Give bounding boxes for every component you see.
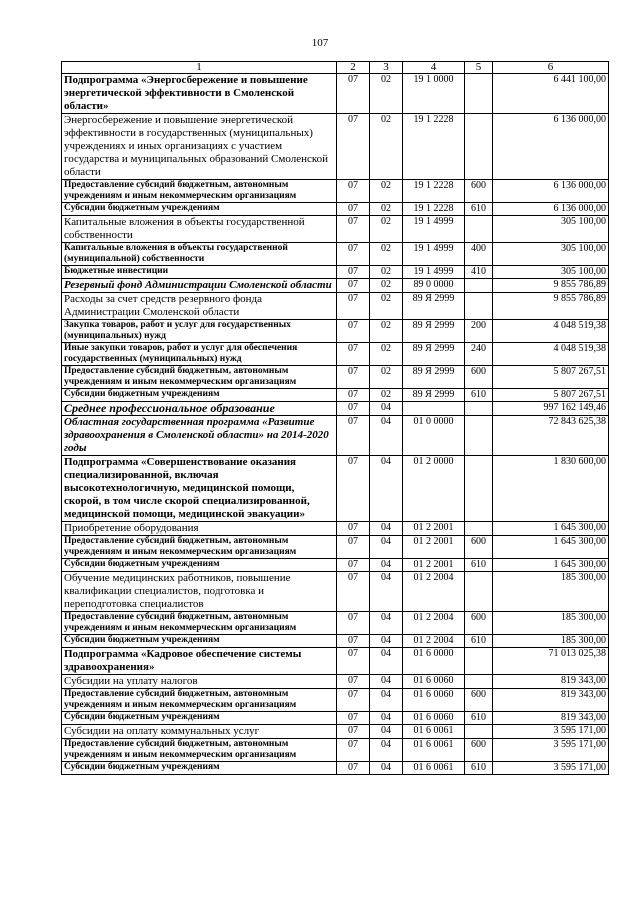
section-code-cell: 07	[337, 366, 370, 389]
table-row	[62, 536, 609, 559]
target-article-cell: 01 0 0000	[403, 416, 465, 456]
column-header: 2	[337, 62, 370, 74]
row-name-cell: Субсидии бюджетным учреждениям	[62, 712, 337, 725]
row-name-cell: Подпрограмма «Кадровое обеспечение системы здравоохранения»	[62, 648, 337, 675]
subsection-code-cell: 02	[370, 366, 403, 389]
subsection-code-cell: 02	[370, 343, 403, 366]
amount-cell: 185 300,00	[493, 572, 609, 612]
amount-cell: 4 048 519,38	[493, 343, 609, 366]
expense-type-cell	[465, 416, 493, 456]
row-name-cell: Предоставление субсидий бюджетным, автономным учреждениям и иным некоммерческим организациям	[62, 180, 337, 203]
subsection-code-cell: 04	[370, 572, 403, 612]
row-name-cell: Бюджетные инвестиции	[62, 266, 337, 279]
table-row	[62, 216, 609, 243]
subsection-code-cell: 04	[370, 648, 403, 675]
target-article-cell: 01 6 0061	[403, 725, 465, 739]
section-code-cell: 07	[337, 635, 370, 648]
amount-cell: 819 343,00	[493, 689, 609, 712]
section-code-cell: 07	[337, 456, 370, 522]
amount-cell: 71 013 025,38	[493, 648, 609, 675]
subsection-code-cell: 02	[370, 203, 403, 216]
target-article-cell: 01 2 2001	[403, 536, 465, 559]
row-name-cell: Энергосбережение и повышение энергетической эффективности в государственных (муниципальных) учреждениях и иных организациях с участием государства и муниципальных образований Смоленской области	[62, 114, 337, 180]
amount-cell: 72 843 625,38	[493, 416, 609, 456]
amount-cell: 3 595 171,00	[493, 725, 609, 739]
target-article-cell: 01 6 0060	[403, 689, 465, 712]
table-row	[62, 522, 609, 536]
expense-type-cell: 240	[465, 343, 493, 366]
amount-cell: 6 136 000,00	[493, 203, 609, 216]
target-article-cell: 89 0 0000	[403, 279, 465, 293]
target-article-cell: 89 Я 2999	[403, 366, 465, 389]
subsection-code-cell: 02	[370, 320, 403, 343]
amount-cell: 1 645 300,00	[493, 559, 609, 572]
table-row	[62, 612, 609, 635]
subsection-code-cell: 04	[370, 689, 403, 712]
expense-type-cell: 410	[465, 266, 493, 279]
expense-type-cell	[465, 725, 493, 739]
subsection-code-cell: 02	[370, 279, 403, 293]
target-article-cell: 19 1 4999	[403, 243, 465, 266]
expense-type-cell	[465, 522, 493, 536]
table-row	[62, 389, 609, 402]
target-article-cell: 01 2 2001	[403, 559, 465, 572]
section-code-cell: 07	[337, 522, 370, 536]
target-article-cell: 89 Я 2999	[403, 343, 465, 366]
table-row	[62, 243, 609, 266]
table-row	[62, 74, 609, 114]
target-article-cell: 89 Я 2999	[403, 320, 465, 343]
subsection-code-cell: 02	[370, 180, 403, 203]
expense-type-cell: 610	[465, 389, 493, 402]
target-article-cell: 01 6 0061	[403, 739, 465, 762]
expense-type-cell	[465, 279, 493, 293]
section-code-cell: 07	[337, 389, 370, 402]
row-name-cell: Субсидии бюджетным учреждениям	[62, 635, 337, 648]
expense-type-cell	[465, 293, 493, 320]
subsection-code-cell: 02	[370, 243, 403, 266]
row-name-cell: Субсидии бюджетным учреждениям	[62, 389, 337, 402]
table-row	[62, 739, 609, 762]
target-article-cell: 19 1 4999	[403, 266, 465, 279]
section-code-cell: 07	[337, 180, 370, 203]
expense-type-cell	[465, 456, 493, 522]
row-name-cell: Капитальные вложения в объекты государственной (муниципальной) собственности	[62, 243, 337, 266]
table-row	[62, 725, 609, 739]
subsection-code-cell: 04	[370, 456, 403, 522]
row-name-cell: Резервный фонд Администрации Смоленской области	[62, 279, 337, 293]
section-code-cell: 07	[337, 343, 370, 366]
expense-type-cell: 610	[465, 762, 493, 775]
budget-table	[61, 61, 609, 775]
column-header: 4	[403, 62, 465, 74]
expense-type-cell	[465, 216, 493, 243]
table-row	[62, 762, 609, 775]
subsection-code-cell: 04	[370, 762, 403, 775]
row-name-cell: Среднее профессиональное образование	[62, 402, 337, 416]
expense-type-cell	[465, 648, 493, 675]
subsection-code-cell: 04	[370, 712, 403, 725]
amount-cell: 6 136 000,00	[493, 114, 609, 180]
row-name-cell: Обучение медицинских работников, повышение квалификации специалистов, подготовка и переподготовка специалистов	[62, 572, 337, 612]
table-row	[62, 293, 609, 320]
column-header: 1	[62, 62, 337, 74]
column-header: 6	[493, 62, 609, 74]
target-article-cell: 89 Я 2999	[403, 389, 465, 402]
expense-type-cell: 610	[465, 712, 493, 725]
target-article-cell: 01 2 2004	[403, 612, 465, 635]
amount-cell: 305 100,00	[493, 216, 609, 243]
amount-cell: 1 830 600,00	[493, 456, 609, 522]
row-name-cell: Субсидии бюджетным учреждениям	[62, 762, 337, 775]
row-name-cell: Субсидии на оплату коммунальных услуг	[62, 725, 337, 739]
expense-type-cell: 200	[465, 320, 493, 343]
target-article-cell: 19 1 2228	[403, 203, 465, 216]
column-header: 3	[370, 62, 403, 74]
expense-type-cell: 400	[465, 243, 493, 266]
header-row	[62, 62, 609, 74]
amount-cell: 1 645 300,00	[493, 536, 609, 559]
amount-cell: 3 595 171,00	[493, 762, 609, 775]
target-article-cell: 19 1 0000	[403, 74, 465, 114]
subsection-code-cell: 02	[370, 216, 403, 243]
expense-type-cell	[465, 114, 493, 180]
section-code-cell: 07	[337, 416, 370, 456]
subsection-code-cell: 02	[370, 293, 403, 320]
section-code-cell: 07	[337, 612, 370, 635]
table-row	[62, 648, 609, 675]
row-name-cell: Областная государственная программа «Развитие здравоохранения в Смоленской области» на 2014-2020 годы	[62, 416, 337, 456]
section-code-cell: 07	[337, 266, 370, 279]
row-name-cell: Капитальные вложения в объекты государственной собственности	[62, 216, 337, 243]
amount-cell: 185 300,00	[493, 612, 609, 635]
table-row	[62, 203, 609, 216]
amount-cell: 9 855 786,89	[493, 293, 609, 320]
section-code-cell: 07	[337, 739, 370, 762]
row-name-cell: Субсидии бюджетным учреждениям	[62, 203, 337, 216]
section-code-cell: 07	[337, 689, 370, 712]
column-header: 5	[465, 62, 493, 74]
subsection-code-cell: 04	[370, 402, 403, 416]
subsection-code-cell: 04	[370, 536, 403, 559]
row-name-cell: Предоставление субсидий бюджетным, автономным учреждениям и иным некоммерческим организациям	[62, 366, 337, 389]
target-article-cell: 19 1 4999	[403, 216, 465, 243]
expense-type-cell: 610	[465, 559, 493, 572]
subsection-code-cell: 04	[370, 612, 403, 635]
section-code-cell: 07	[337, 243, 370, 266]
section-code-cell: 07	[337, 279, 370, 293]
amount-cell: 819 343,00	[493, 675, 609, 689]
target-article-cell: 19 1 2228	[403, 114, 465, 180]
amount-cell: 305 100,00	[493, 243, 609, 266]
table-row	[62, 572, 609, 612]
subsection-code-cell: 04	[370, 416, 403, 456]
target-article-cell: 01 2 2004	[403, 572, 465, 612]
amount-cell: 5 807 267,51	[493, 389, 609, 402]
table-row	[62, 456, 609, 522]
table-row	[62, 180, 609, 203]
row-name-cell: Приобретение оборудования	[62, 522, 337, 536]
row-name-cell: Предоставление субсидий бюджетным, автономным учреждениям и иным некоммерческим организациям	[62, 739, 337, 762]
subsection-code-cell: 04	[370, 522, 403, 536]
section-code-cell: 07	[337, 203, 370, 216]
page-number: 107	[311, 37, 329, 49]
section-code-cell: 07	[337, 216, 370, 243]
subsection-code-cell: 04	[370, 675, 403, 689]
target-article-cell: 19 1 2228	[403, 180, 465, 203]
section-code-cell: 07	[337, 762, 370, 775]
subsection-code-cell: 02	[370, 389, 403, 402]
target-article-cell: 01 2 0000	[403, 456, 465, 522]
row-name-cell: Субсидии бюджетным учреждениям	[62, 559, 337, 572]
section-code-cell: 07	[337, 648, 370, 675]
table-row	[62, 635, 609, 648]
target-article-cell: 01 6 0060	[403, 712, 465, 725]
amount-cell: 997 162 149,46	[493, 402, 609, 416]
section-code-cell: 07	[337, 402, 370, 416]
expense-type-cell: 610	[465, 635, 493, 648]
section-code-cell: 07	[337, 675, 370, 689]
amount-cell: 6 441 100,00	[493, 74, 609, 114]
table-row	[62, 366, 609, 389]
row-name-cell: Субсидии на уплату налогов	[62, 675, 337, 689]
row-name-cell: Предоставление субсидий бюджетным, автономным учреждениям и иным некоммерческим организациям	[62, 612, 337, 635]
section-code-cell: 07	[337, 74, 370, 114]
target-article-cell	[403, 402, 465, 416]
row-name-cell: Закупка товаров, работ и услуг для государственных (муниципальных) нужд	[62, 320, 337, 343]
expense-type-cell	[465, 402, 493, 416]
expense-type-cell: 600	[465, 739, 493, 762]
table-row	[62, 675, 609, 689]
expense-type-cell: 600	[465, 689, 493, 712]
amount-cell: 5 807 267,51	[493, 366, 609, 389]
amount-cell: 305 100,00	[493, 266, 609, 279]
target-article-cell: 89 Я 2999	[403, 293, 465, 320]
subsection-code-cell: 02	[370, 266, 403, 279]
expense-type-cell: 600	[465, 366, 493, 389]
target-article-cell: 01 2 2004	[403, 635, 465, 648]
section-code-cell: 07	[337, 320, 370, 343]
table-row	[62, 416, 609, 456]
amount-cell: 819 343,00	[493, 712, 609, 725]
target-article-cell: 01 6 0060	[403, 675, 465, 689]
table-row	[62, 712, 609, 725]
row-name-cell: Предоставление субсидий бюджетным, автономным учреждениям и иным некоммерческим организациям	[62, 689, 337, 712]
expense-type-cell	[465, 74, 493, 114]
section-code-cell: 07	[337, 559, 370, 572]
row-name-cell: Подпрограмма «Совершенствование оказания специализированной, включая высокотехнологичную, медицинской помощи, скорой, в том числе скорой специализированной, медицинской помощи, медицинской эвакуации»	[62, 456, 337, 522]
amount-cell: 6 136 000,00	[493, 180, 609, 203]
table-row	[62, 279, 609, 293]
table-row	[62, 689, 609, 712]
target-article-cell: 01 6 0061	[403, 762, 465, 775]
subsection-code-cell: 04	[370, 739, 403, 762]
subsection-code-cell: 02	[370, 74, 403, 114]
amount-cell: 4 048 519,38	[493, 320, 609, 343]
amount-cell: 3 595 171,00	[493, 739, 609, 762]
section-code-cell: 07	[337, 536, 370, 559]
subsection-code-cell: 04	[370, 559, 403, 572]
row-name-cell: Расходы за счет средств резервного фонда Администрации Смоленской области	[62, 293, 337, 320]
section-code-cell: 07	[337, 572, 370, 612]
table-row	[62, 114, 609, 180]
section-code-cell: 07	[337, 712, 370, 725]
section-code-cell: 07	[337, 293, 370, 320]
row-name-cell: Подпрограмма «Энергосбережение и повышение энергетической эффективности в Смоленской области»	[62, 74, 337, 114]
row-name-cell: Иные закупки товаров, работ и услуг для обеспечения государственных (муниципальных) нужд	[62, 343, 337, 366]
expense-type-cell: 600	[465, 536, 493, 559]
expense-type-cell	[465, 572, 493, 612]
amount-cell: 1 645 300,00	[493, 522, 609, 536]
expense-type-cell: 600	[465, 612, 493, 635]
table-row	[62, 266, 609, 279]
amount-cell: 185 300,00	[493, 635, 609, 648]
expense-type-cell: 600	[465, 180, 493, 203]
target-article-cell: 01 2 2001	[403, 522, 465, 536]
expense-type-cell: 610	[465, 203, 493, 216]
expense-type-cell	[465, 675, 493, 689]
table-row	[62, 320, 609, 343]
table-row	[62, 343, 609, 366]
subsection-code-cell: 04	[370, 635, 403, 648]
subsection-code-cell: 02	[370, 114, 403, 180]
section-code-cell: 07	[337, 725, 370, 739]
target-article-cell: 01 6 0000	[403, 648, 465, 675]
section-code-cell: 07	[337, 114, 370, 180]
table-row	[62, 559, 609, 572]
amount-cell: 9 855 786,89	[493, 279, 609, 293]
table-row	[62, 402, 609, 416]
subsection-code-cell: 04	[370, 725, 403, 739]
row-name-cell: Предоставление субсидий бюджетным, автономным учреждениям и иным некоммерческим организациям	[62, 536, 337, 559]
